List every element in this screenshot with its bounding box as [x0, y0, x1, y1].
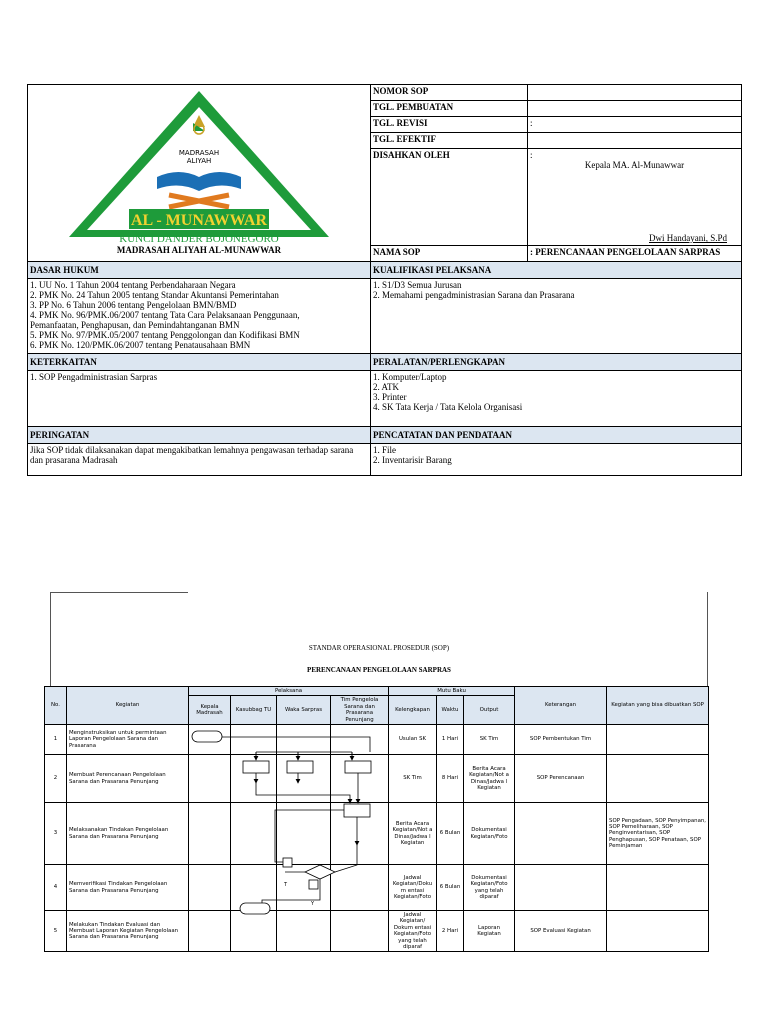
- col-no: No.: [45, 687, 67, 725]
- disahkan-jabatan: Kepala MA. Al-Munawwar: [584, 160, 685, 170]
- row-no: 5: [45, 911, 67, 952]
- keterkaitan-header: KETERKAITAN: [28, 354, 371, 371]
- flow-subtitle: PERENCANAAN PENGELOLAAN SARPRAS: [307, 666, 451, 674]
- row-kelengkapan: SK Tim: [389, 755, 437, 803]
- decision-diamond: [305, 865, 335, 879]
- row-kegiatan: Memverifikasi Tindakan Pengelolaan Sarana dan Prasarana Penunjang: [67, 865, 189, 911]
- institution-name: MADRASAH ALIYAH AL-MUNAWWAR: [116, 245, 282, 255]
- list-item: 1. UU No. 1 Tahun 2004 tentang Perbendaharaan Negara: [30, 280, 236, 290]
- row-output: Laporan Kegiatan: [464, 911, 515, 952]
- row-sop: SOP Pengadaan, SOP Penyimpanan, SOP Pemeliharaan, SOP Penginventarisan, SOP Penghapusan, SOP Penataan, SOP Peminjaman: [607, 803, 709, 865]
- row-kelengkapan: Usulan SK: [389, 725, 437, 755]
- decision-no-label: T: [284, 882, 288, 888]
- process-box-kasubbag: [243, 761, 269, 773]
- logo-banner-text: AL - MUNAWWAR: [131, 212, 267, 229]
- list-item: 2. PMK No. 24 Tahun 2005 tentang Standar Akuntansi Pemerintahan: [30, 290, 279, 300]
- row-no: 2: [45, 755, 67, 803]
- row-kegiatan: Membuat Perencanaan Pengelolaan Sarana dan Prasarana Penunjang: [67, 755, 189, 803]
- disahkan-label: DISAHKAN OLEH: [371, 149, 528, 246]
- col-waka: Waka Sarpras: [277, 696, 331, 725]
- disahkan-colon: :: [530, 150, 533, 160]
- row-waktu: 2 Hari: [437, 911, 464, 952]
- col-kelengkapan: Kelengkapan: [389, 696, 437, 725]
- list-item: dan prasarana Madrasah: [30, 455, 118, 465]
- logo-text-madrasah: MADRASAH: [178, 149, 220, 157]
- flow-title: STANDAR OPERASIONAL PROSEDUR (SOP): [308, 644, 450, 652]
- list-item: 5. PMK No. 97/PMK.05/2007 tentang Penggolongan dan Kodifikasi BMN: [30, 330, 300, 340]
- row-kelengkapan: Jadwal Kegiatan/ Dokum entasi Kegiatan/Foto yang telah diparaf: [389, 911, 437, 952]
- row-kelengkapan: Berita Acara Kegiatan/Not a Dinas/Jadwa l Kegiatan: [389, 803, 437, 865]
- row-waktu: 6 Bulan: [437, 865, 464, 911]
- nama-sop-value: : PERENCANAAN PENGELOLAAN SARPRAS: [528, 246, 742, 262]
- pencatatan-header: PENCATATAN DAN PENDATAAN: [371, 427, 742, 444]
- nama-sop-label: NAMA SOP: [371, 246, 528, 262]
- list-item: 2. Memahami pengadministrasian Sarana dan Prasarana: [373, 290, 575, 300]
- col-tim: Tim Pengelola Sarana dan Prasarana Penunjang: [331, 696, 389, 725]
- list-item: 4. SK Tata Kerja / Tata Kelola Organisasi: [373, 402, 523, 412]
- list-item: Jika SOP tidak dilaksanakan dapat mengakibatkan lemahnya pengawasan terhadap sarana: [30, 445, 354, 455]
- start-terminator: [192, 731, 222, 742]
- row-kegiatan: Melakukan Tindakan Evaluasi dan Membuat Laporan Kegiatan Pengelolaan Sarana dan Prasarana Penunjang: [67, 911, 189, 952]
- row-keterangan: SOP Pembentukan Tim: [515, 725, 607, 755]
- tgl-revisi-value: :: [528, 117, 742, 133]
- row-kegiatan: Melaksanakan Tindakan Pengelolaan Sarana dan Prasarana Penunjang: [67, 803, 189, 865]
- kualifikasi-header: KUALIFIKASI PELAKSANA: [371, 262, 742, 279]
- row-keterangan: SOP Evaluasi Kegiatan: [515, 911, 607, 952]
- process-box-pelaksanaan: [344, 804, 370, 817]
- logo-text-aliyah: ALIYAH: [186, 157, 212, 165]
- row-no: 4: [45, 865, 67, 911]
- col-kepala: Kepala Madrasah: [189, 696, 231, 725]
- row-waktu: 8 Hari: [437, 755, 464, 803]
- decision-no-box: [283, 858, 292, 867]
- list-item: 3. PP No. 6 Tahun 2006 tentang Pengelolaan BMN/BMD: [30, 300, 237, 310]
- list-item: 4. PMK No. 96/PMK.06/2007 tentang Tata Cara Pelaksanaan Penggunaan,: [30, 310, 300, 320]
- list-item: 3. Printer: [373, 392, 407, 402]
- peringatan-header: PERINGATAN: [28, 427, 371, 444]
- col-output: Output: [464, 696, 515, 725]
- col-waktu: Waktu: [437, 696, 464, 725]
- col-kegiatan: Kegiatan: [67, 687, 189, 725]
- col-pelaksana: Pelaksana: [189, 687, 389, 696]
- list-item: 1. File: [373, 445, 397, 455]
- row-output: Dokumentasi Kegiatan/Foto: [464, 803, 515, 865]
- col-dibuatkan: Kegiatan yang bisa dibuatkan SOP: [607, 687, 709, 725]
- col-mutu-baku: Mutu Baku: [389, 687, 515, 696]
- tgl-efektif-label: TGL. EFEKTIF: [371, 133, 528, 149]
- process-box-waka: [287, 761, 313, 773]
- disahkan-nama: Dwi Handayani, S.Pd: [649, 233, 727, 243]
- list-item: 2. Inventarisir Barang: [373, 455, 452, 465]
- col-kasubbag: Kasubbag TU: [231, 696, 277, 725]
- col-keterangan: Keterangan: [515, 687, 607, 725]
- row-kelengkapan: Jadwal Kegiatan/Doku m entasi Kegiatan/Foto: [389, 865, 437, 911]
- row-waktu: 1 Hari: [437, 725, 464, 755]
- row-waktu: 6 Bulan: [437, 803, 464, 865]
- peralatan-header: PERALATAN/PERLENGKAPAN: [371, 354, 742, 371]
- list-item: 1. SOP Pengadministrasian Sarpras: [30, 372, 158, 382]
- list-item: 6. PMK No. 120/PMK.06/2007 tentang Penatausahaan BMN: [30, 340, 251, 350]
- row-no: 3: [45, 803, 67, 865]
- list-item: 1. S1/D3 Semua Jurusan: [373, 280, 462, 290]
- list-item: 2. ATK: [373, 382, 400, 392]
- row-keterangan: SOP Perencanaan: [515, 755, 607, 803]
- row-output: Dokumentasi Kegiatan/Foto yang telah diparaf: [464, 865, 515, 911]
- row-kegiatan: Menginstruksikan untuk permintaan Laporan Pengelolaan Sarana dan Prasarana: [67, 725, 189, 755]
- dasar-hukum-header: DASAR HUKUM: [28, 262, 371, 279]
- tgl-revisi-label: TGL. REVISI: [371, 117, 528, 133]
- row-output: Berita Acara Kegiatan/Not a Dinas/Jadwa l Kegiatan: [464, 755, 515, 803]
- nomor-sop-label: NOMOR SOP: [371, 85, 528, 101]
- row-no: 1: [45, 725, 67, 755]
- decision-yes-label: Y: [311, 901, 315, 907]
- list-item: 1. Komputer/Laptop: [373, 372, 447, 382]
- end-terminator: [240, 903, 270, 914]
- logo-motto: KUNCI DANDER BOJONEGORO: [119, 233, 279, 245]
- process-box-tim: [345, 761, 371, 773]
- list-item: Pemanfaatan, Penghapusan, dan Pemindahtanganan BMN: [30, 320, 240, 330]
- tgl-pembuatan-label: TGL. PEMBUATAN: [371, 101, 528, 117]
- decision-yes-box: [309, 880, 318, 889]
- row-output: SK Tim: [464, 725, 515, 755]
